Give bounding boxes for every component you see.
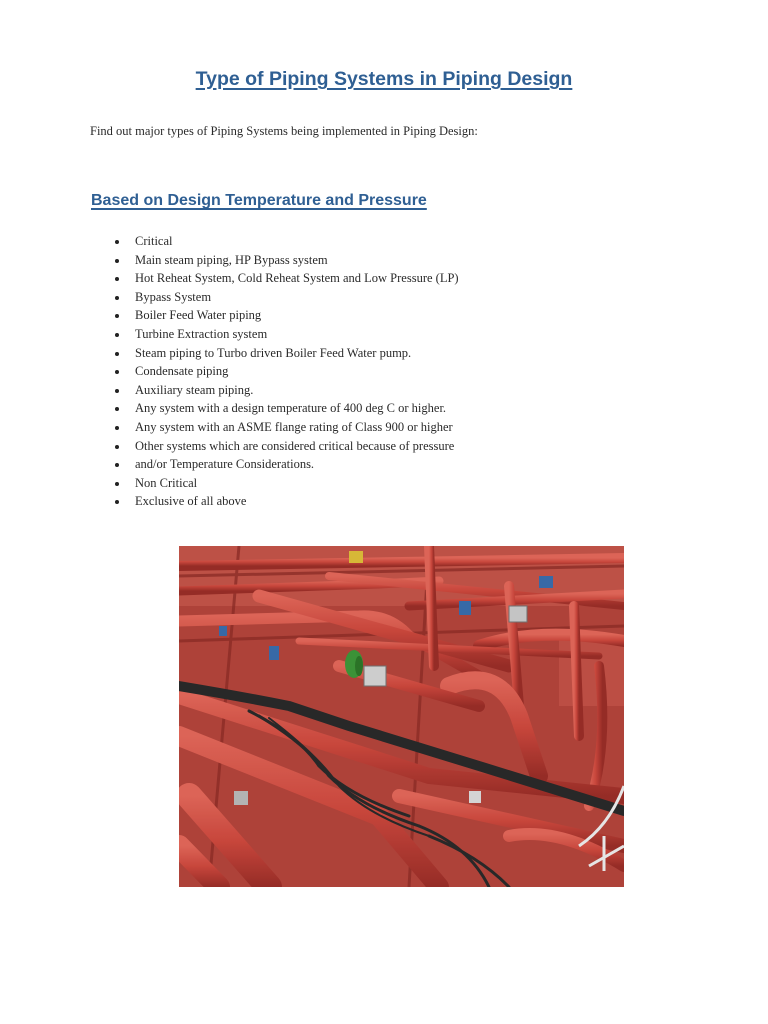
list-item: Other systems which are considered critical because of pressure: [113, 437, 459, 456]
bullet-list: [113, 232, 459, 511]
list-item: Steam piping to Turbo driven Boiler Feed Water pump.: [113, 344, 459, 363]
list-item: Main steam piping, HP Bypass system: [113, 251, 459, 270]
list-item: Auxiliary steam piping.: [113, 381, 459, 400]
list-item: Hot Reheat System, Cold Reheat System and Low Pressure (LP): [113, 269, 459, 288]
document-title: Type of Piping Systems in Piping Design: [195, 68, 573, 90]
list-item: Any system with an ASME flange rating of Class 900 or higher: [113, 418, 459, 437]
list-item: and/or Temperature Considerations.: [113, 455, 459, 474]
list-item: Critical: [113, 232, 459, 251]
list-item: Any system with a design temperature of 400 deg C or higher.: [113, 399, 459, 418]
intro-text: Find out major types of Piping Systems being implemented in Piping Design:: [90, 124, 478, 138]
list-item: Turbine Extraction system: [113, 325, 459, 344]
piping-photo-illustration: [179, 546, 624, 887]
list-item: Non Critical: [113, 474, 459, 493]
list-item: Bypass System: [113, 288, 459, 307]
list-item: Condensate piping: [113, 362, 459, 381]
piping-photo: [179, 546, 624, 887]
list-item: Boiler Feed Water piping: [113, 306, 459, 325]
list-item: Exclusive of all above: [113, 492, 459, 511]
section-heading: Based on Design Temperature and Pressure: [91, 192, 427, 209]
